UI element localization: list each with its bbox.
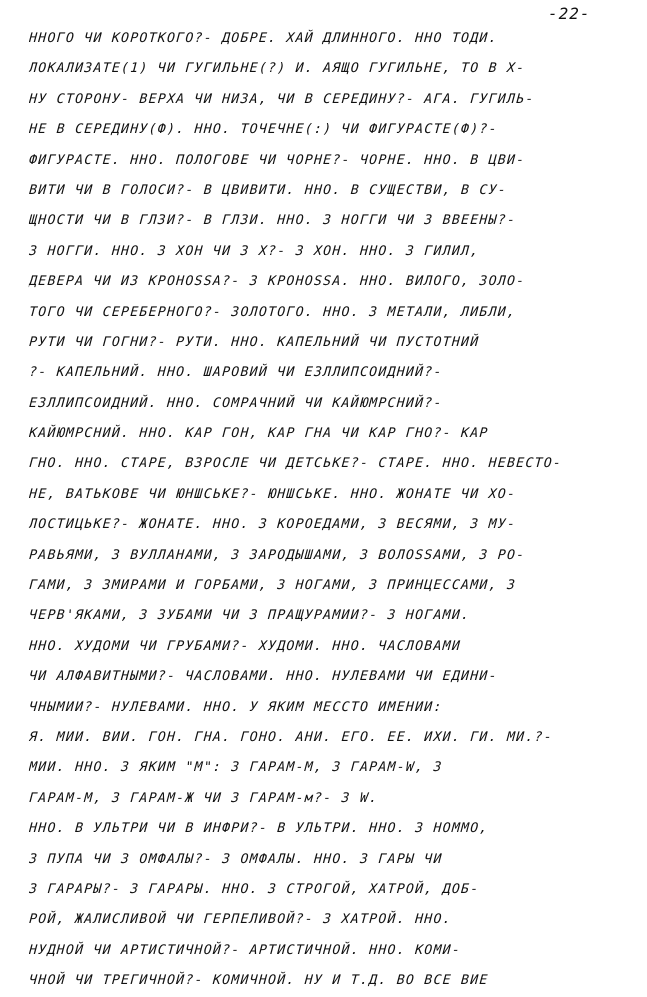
text-line: ФИГУРАСТЕ. ННО. ПОЛОГОВЕ ЧИ ЧОРНЕ?- ЧОРНЕ. ННО. В ЦВИ- [28,152,526,168]
text-line: ТОГО ЧИ СЕРЕБЕРНОГО?- ЗОЛОТОГО. ННО. З МЕТАЛИ, ЛИБЛИ, [28,304,517,320]
text-line: ?- КАПЕЛЬНИЙ. ННО. ШАРОВИЙ ЧИ ЕЗЛЛИПСОИДНИЙ?- [28,365,444,381]
text-line: ЧИ АЛФАВИТНЫМИ?- ЧАСЛОВАМИ. ННО. НУЛЕВАМИ ЧИ ЕДИНИ- [28,669,499,685]
text-line: ННО. В УЛЬТРИ ЧИ В ИНФРИ?- В УЛЬТРИ. ННО. З НОММО, [28,821,490,837]
handwritten-text-block [28,24,623,997]
text-line: ННОГО ЧИ КОРОТКОГО?- ДОБРЕ. ХАЙ ДЛИННОГО. ННО ТОДИ. [28,31,499,46]
text-line: РУТИ ЧИ ГОГНИ?- РУТИ. ННО. КАПЕЛЬНИЙ ЧИ ПУСТОТНИЙ [28,334,480,350]
text-line: НЕ В СЕРЕДИНУ(Ф). ННО. ТОЧЕЧНЕ(:) ЧИ ФИГУРАСТЕ(Ф)?- [28,122,499,138]
text-line: ЧНОЙ ЧИ ТРЕГИЧНОЙ?- КОМИЧНОЙ. НУ И Т.Д. ВО ВСЕ ВИЕ [28,973,490,989]
text-line: ГНО. ННО. СТАРЕ, ВЗРОСЛЕ ЧИ ДЕТСЬКЕ?- СТАРЕ. ННО. НЕВЕСТО- [28,456,563,472]
text-line: ЧНЫМИИ?- НУЛЕВАМИ. ННО. У ЯКИМ МЕССТО ИМЕНИИ: [28,699,444,715]
text-line: РОЙ, ЖАЛИСЛИВОЙ ЧИ ГЕРПЕЛИВОЙ?- З ХАТРОЙ. ННО. [28,912,453,928]
text-line: ННО. ХУДОМИ ЧИ ГРУБАМИ?- ХУДОМИ. ННО. ЧАСЛОВАМИ [28,638,462,654]
text-line: ГАРАМ-М, З ГАРАМ-Ж ЧИ З ГАРАМ-м?- З W. [28,790,379,806]
text-line: ЛОКАЛИЗАТЕ(1) ЧИ ГУГИЛЬНЕ(?) И. АЯЩО ГУГИЛЬНЕ, ТО В Х- [28,61,526,77]
text-line: НУДНОЙ ЧИ АРТИСТИЧНОЙ?- АРТИСТИЧНОЙ. ННО. КОМИ- [28,942,462,958]
text-line: ЩНОСТИ ЧИ В ГЛЗИ?- В ГЛЗИ. ННО. З НОГГИ ЧИ З ВВЕЕНЫ?- [28,213,517,229]
text-line: ЧЕРВ'ЯКАМИ, З ЗУБАМИ ЧИ З ПРАЩУРАМИИ?- З НОГАМИ. [28,608,471,624]
text-line: З ПУПА ЧИ З ОМФАЛЫ?- З ОМФАЛЫ. ННО. З ГАРЫ ЧИ [28,851,444,867]
text-line: РАВЬЯМИ, З ВУЛЛАНАМИ, З ЗАРОДЫШАМИ, З ВОЛОSSАМИ, З РО- [28,547,526,563]
text-line: НУ СТОРОНУ- ВЕРХА ЧИ НИЗА, ЧИ В СЕРЕДИНУ?- АГА. ГУГИЛЬ- [28,91,536,107]
text-line: З ГАРАРЫ?- З ГАРАРЫ. ННО. З СТРОГОЙ, ХАТРОЙ, ДОБ- [28,881,480,897]
text-line: МИИ. ННО. З ЯКИМ "М": З ГАРАМ-М, З ГАРАМ-W, З [28,760,444,776]
page-number: -22- [548,4,591,23]
text-line: З НОГГИ. ННО. З ХОН ЧИ З Х?- З ХОН. ННО. З ГИЛИЛ, [28,243,480,259]
text-line: ЛОСТИЦЬКЕ?- ЖОНАТЕ. ННО. З КОРОЕДАМИ, З ВЕСЯМИ, З МУ- [28,517,517,533]
text-line: ВИТИ ЧИ В ГОЛОСИ?- В ЦВИВИТИ. ННО. В СУЩЕСТВИ, В СУ- [28,182,508,198]
text-line: ЕЗЛЛИПСОИДНИЙ. ННО. СОМРАЧНИЙ ЧИ КАЙЮМРСНИЙ?- [28,395,444,411]
text-line: КАЙЮМРСНИЙ. ННО. КАР ГОН, КАР ГНА ЧИ КАР ГНО?- КАР [28,426,490,442]
text-line: ДЕВЕРА ЧИ ИЗ КРОНОSSА?- З КРОНОSSА. ННО. ВИЛОГО, ЗОЛО- [28,274,526,290]
text-line: Я. МИИ. ВИИ. ГОН. ГНА. ГОНО. АНИ. ЕГО. ЕЕ. ИХИ. ГИ. МИ.?- [28,729,554,745]
text-line: ГАМИ, З ЗМИРАМИ И ГОРБАМИ, З НОГАМИ, З ПРИНЦЕССАМИ, З [28,578,517,594]
text-line: НЕ, ВАТЬКОВЕ ЧИ ЮНШСЬКЕ?- ЮНШСЬКЕ. ННО. ЖОНАТЕ ЧИ ХО- [28,486,517,502]
